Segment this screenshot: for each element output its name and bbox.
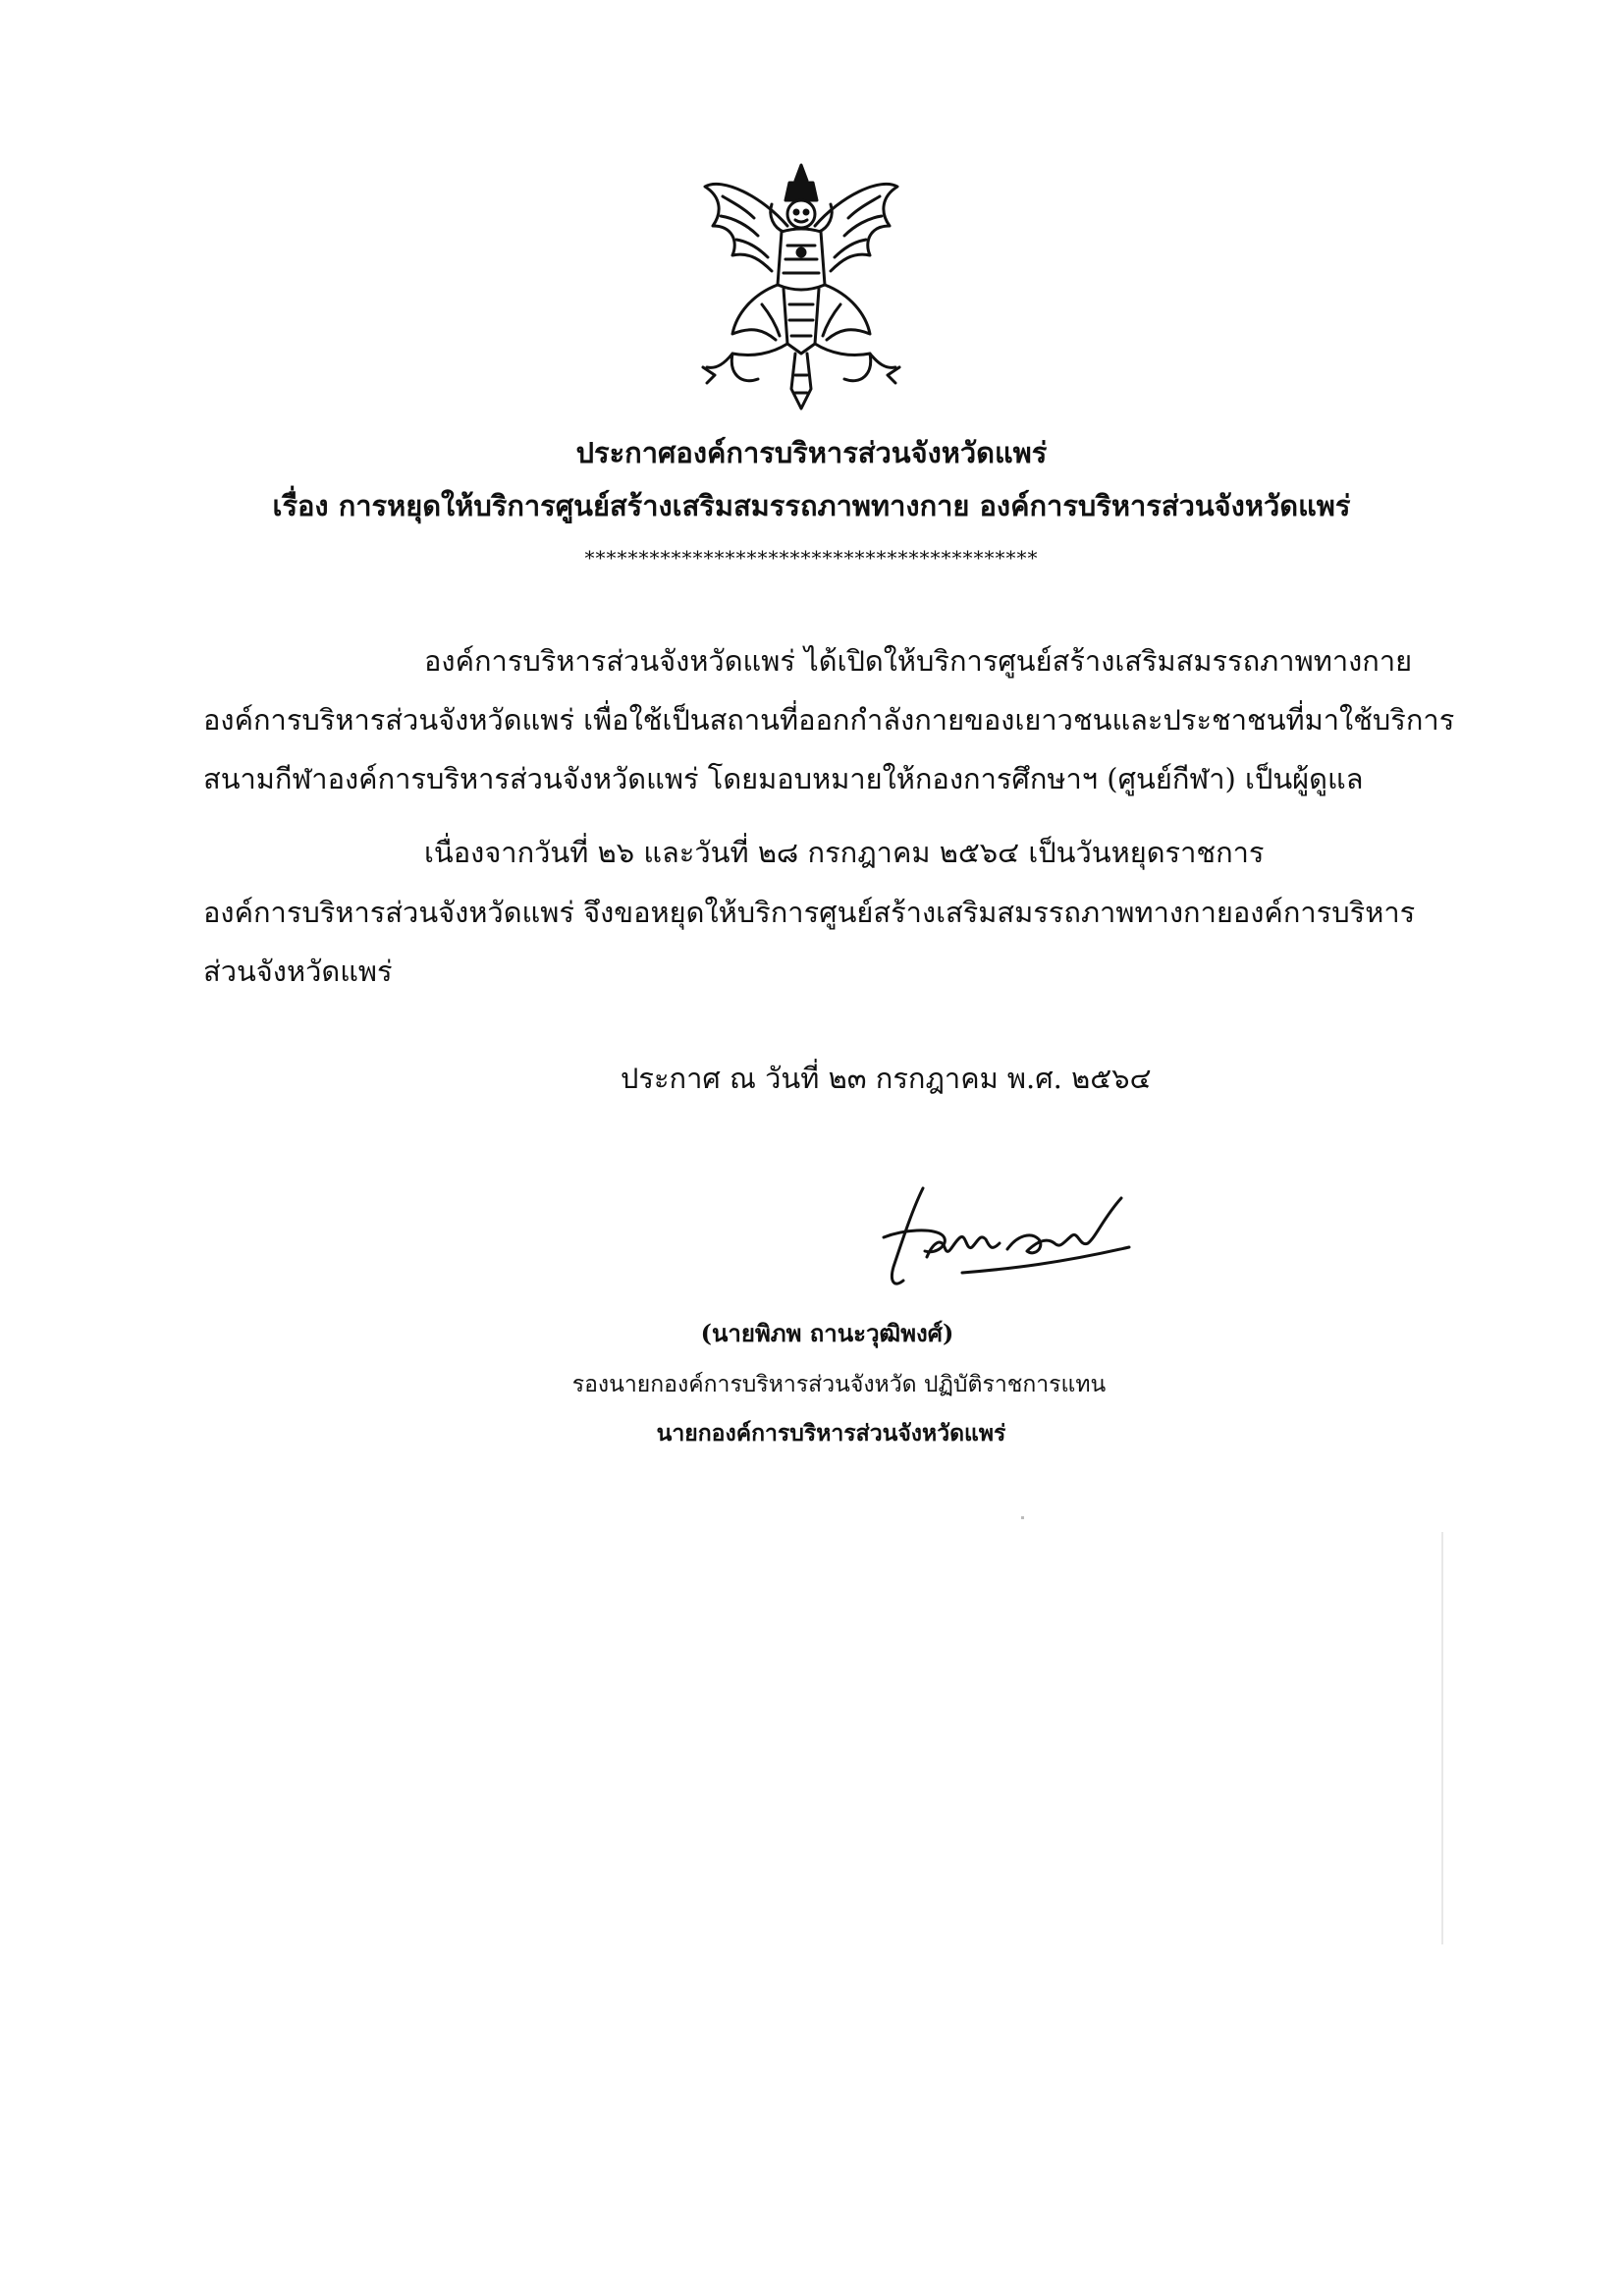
handwritten-signature-icon [864,1178,1149,1306]
scan-edge-mark [1441,1532,1443,1944]
paragraph2-line2: องค์การบริหารส่วนจังหวัดแพร่ จึงขอหยุดให้บริการศูนย์สร้างเสริมสมรรถภาพทางกายองค์การบริหาร [203,896,1416,929]
paragraph2-line3: ส่วนจังหวัดแพร่ [203,955,393,988]
paragraph1-line3: สนามกีฬาองค์การบริหารส่วนจังหวัดแพร่ โดยมอบหมายให้กองการศึกษาฯ (ศูนย์กีฬา) เป็นผู้ดูแล [203,762,1364,795]
signer-position-line2: นายกองค์การบริหารส่วนจังหวัดแพร่ [656,1420,1006,1447]
announcement-title: ประกาศองค์การบริหารส่วนจังหวัดแพร่ [575,436,1048,469]
announcement-date: ประกาศ ณ วันที่ ๒๓ กรกฎาคม พ.ศ. ๒๕๖๔ [621,1062,1152,1095]
signer-position-line1: รองนายกองค์การบริหารส่วนจังหวัด ปฏิบัติราชการแทน [571,1372,1107,1397]
scan-dust-mark [1021,1516,1024,1519]
signer-name: (นายพิภพ ถานะวุฒิพงศ์) [700,1319,954,1347]
garuda-emblem-icon [693,157,909,414]
paragraph2-line1: เนื่องจากวันที่ ๒๖ และวันที่ ๒๘ กรกฎาคม ๒๕๖๔ เป็นวันหยุดราชการ [424,836,1265,869]
paragraph1-line2: องค์การบริหารส่วนจังหวัดแพร่ เพื่อใช้เป็นสถานที่ออกกำลังกายของเยาวชนและประชาชนที่มาใช้บริการ [203,703,1455,737]
announcement-subject: เรื่อง การหยุดให้บริการศูนย์สร้างเสริมสมรรถภาพทางกาย องค์การบริหารส่วนจังหวัดแพร่ [272,489,1351,522]
paragraph1-line1: องค์การบริหารส่วนจังหวัดแพร่ ได้เปิดให้บริการศูนย์สร้างเสริมสมรรถภาพทางกาย [424,644,1413,678]
separator-line: ****************************************** [584,546,1039,570]
